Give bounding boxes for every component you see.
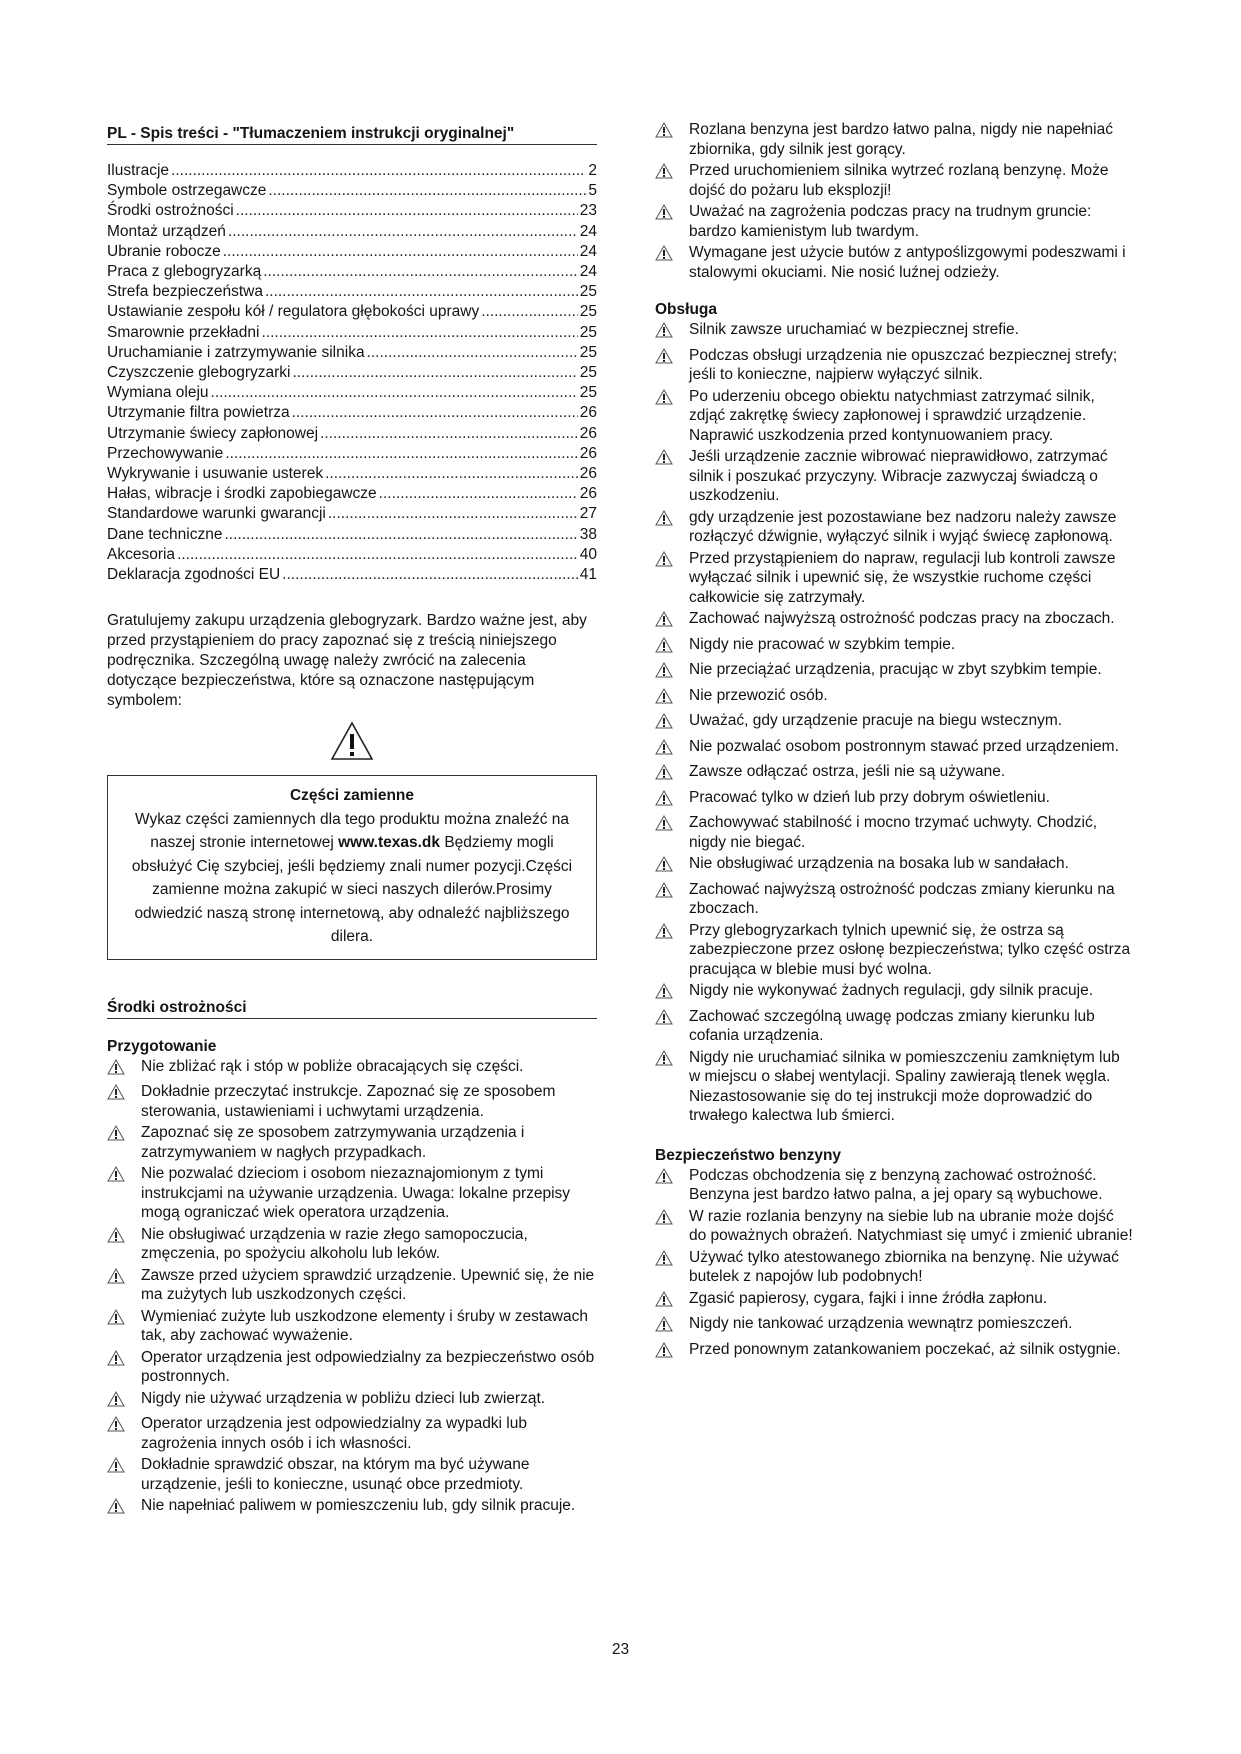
warning-icon: [655, 1048, 689, 1072]
safety-title: Środki ostrożności: [107, 998, 247, 1016]
operation-list: [655, 320, 1135, 1126]
warning-icon: [655, 1207, 689, 1231]
toc-entry-label: Montaż urządzeń: [107, 222, 226, 240]
toc-entry-label: Wykrywanie i usuwanie usterek: [107, 465, 324, 483]
safety-item: [655, 320, 1135, 344]
toc-entry-page: 26: [579, 444, 597, 462]
toc-entry-label: Hałas, wibracje i środki zapobiegawcze: [107, 485, 377, 503]
toc-entry[interactable]: [107, 302, 597, 322]
warning-icon: [655, 660, 689, 684]
toc-entry-page: 26: [579, 424, 597, 442]
toc-entry[interactable]: [107, 161, 597, 181]
toc-entry-page: 25: [579, 364, 597, 382]
toc-entry[interactable]: [107, 201, 597, 221]
fuel-safety-list: [655, 1166, 1135, 1364]
safety-item-text: Zawsze odłączać ostrza, jeśli nie są używane.: [689, 763, 1006, 780]
warning-icon: [655, 711, 689, 735]
safety-item-text: Pracować tylko w dzień lub przy dobrym oświetleniu.: [689, 788, 1050, 806]
toc-entry-label: Deklaracja zgodności EU: [107, 566, 281, 584]
warning-icon: [655, 609, 689, 633]
toc-entry-page: 38: [579, 525, 597, 543]
warning-icon: [655, 387, 689, 411]
toc-entry[interactable]: [107, 242, 597, 262]
safety-item: [107, 1057, 597, 1081]
warning-icon: [107, 1057, 141, 1081]
toc-entry[interactable]: [107, 464, 597, 484]
toc-entry[interactable]: [107, 444, 597, 464]
warning-icon: [107, 1266, 141, 1290]
warning-icon: [107, 1123, 141, 1147]
safety-item-text: Przy glebogryzarkach tylnich upewnić się, że ostrza są zabezpieczone przez osłonę bezpieczeństwa; tylko część ostrza pracująca w blebie musi być wolna.: [689, 921, 1131, 978]
toc-entry[interactable]: [107, 282, 597, 302]
toc-entry-label: Praca z glebogryzarką: [107, 263, 262, 281]
safety-item: [107, 1389, 597, 1413]
safety-item: [107, 1455, 597, 1494]
toc-entry-page: 25: [579, 283, 597, 301]
safety-item-text: Wymieniać zużyte lub uszkodzone elementy i śruby w zestawach tak, aby zachować wyważenie.: [141, 1307, 588, 1345]
toc-entry-label: Smarownie przekładni: [107, 323, 260, 341]
safety-item-text: Zapoznać się ze sposobem zatrzymywania urządzenia i zatrzymywaniem w nagłych przypadkach.: [141, 1124, 525, 1161]
toc-leader-dots: [171, 161, 586, 181]
safety-item-text: Nie przeciążać urządzenia, pracując w zbyt szybkim tempie.: [689, 661, 1102, 678]
warning-icon: [655, 346, 689, 370]
toc-entry[interactable]: [107, 363, 597, 383]
safety-item-text: Nie przewozić osób.: [689, 686, 828, 704]
safety-item: [655, 120, 1135, 159]
safety-item-text: Nie obsługiwać urządzenia na bosaka lub w sandałach.: [689, 855, 1069, 872]
warning-icon: [655, 1007, 689, 1031]
website-link[interactable]: www.texas.dk: [338, 834, 441, 852]
toc-entry-label: Dane techniczne: [107, 525, 223, 543]
safety-item: [107, 1123, 597, 1162]
safety-item-text: Nigdy nie uruchamiać silnika w pomieszczeniu zamkniętym lub w miejscu o słabej wentylacji. Spaliny zawierają tlenek węgla. Niezastosowanie się do tej instrukcji może doprowadzić do trwałego kalectwa lub śmierci.: [689, 1048, 1120, 1124]
safety-item-text: Przed uruchomieniem silnika wytrzeć rozlaną benzynę. Może dojść do pożaru lub eksplozji!: [689, 162, 1109, 199]
toc-entry-page: 25: [579, 323, 597, 341]
toc-entry-label: Utrzymanie filtra powietrza: [107, 404, 290, 422]
safety-item: [655, 346, 1135, 385]
toc-leader-dots: [320, 424, 578, 444]
safety-item-text: Nie napełniać paliwem w pomieszczeniu lub, gdy silnik pracuje.: [141, 1497, 576, 1515]
warning-triangle-icon: [330, 721, 374, 761]
toc-entry[interactable]: [107, 262, 597, 282]
safety-item: [107, 1496, 597, 1520]
safety-item-text: Używać tylko atestowanego zbiornika na benzynę. Nie używać butelek z napojów lub podobnych!: [689, 1248, 1119, 1285]
warning-icon: [655, 762, 689, 786]
warning-icon: [655, 120, 689, 144]
toc-title: PL - Spis treści - "Tłumaczeniem instrukcji oryginalnej": [107, 125, 515, 142]
toc-leader-dots: [211, 383, 578, 403]
toc-entry-page: 26: [579, 404, 597, 422]
toc-leader-dots: [265, 282, 578, 302]
warning-icon: [655, 788, 689, 812]
safety-item-text: W razie rozlania benzyny na siebie lub na ubranie może dojść do poważnych obrażeń. Natychmiast się umyć i zmienić ubranie!: [689, 1207, 1133, 1244]
safety-item: [655, 549, 1135, 608]
safety-item-text: Uważać, gdy urządzenie pracuje na biegu wstecznym.: [689, 712, 1063, 729]
safety-item: [655, 813, 1135, 852]
toc-entry-page: 24: [579, 263, 597, 281]
toc-entry-page: 25: [579, 384, 597, 402]
toc-entry-page: 40: [579, 545, 597, 563]
safety-item: [655, 1289, 1135, 1313]
toc-leader-dots: [228, 222, 578, 242]
safety-item-text: Rozlana benzyna jest bardzo łatwo palna, nigdy nie napełniać zbiornika, gdy silnik jest gorący.: [689, 121, 1113, 158]
toc-entry[interactable]: [107, 222, 597, 242]
fuel-safety-title: Bezpieczeństwo benzyny: [655, 1146, 842, 1164]
safety-item-text: Jeśli urządzenie zacznie wibrować nieprawidłowo, zatrzymać silnik i poszukać przyczyny. Wibracje zazwyczaj świadczą o uszkodzeniu.: [689, 448, 1108, 504]
warning-icon: [655, 880, 689, 904]
warning-icon: [655, 243, 689, 267]
safety-item: [107, 1307, 597, 1346]
toc-entry[interactable]: [107, 484, 597, 504]
warning-icon: [107, 1164, 141, 1188]
spare-parts-box: [107, 775, 597, 960]
toc-entry-label: Czyszczenie glebogryzarki: [107, 364, 291, 382]
safety-item: [655, 1048, 1135, 1126]
spare-parts-text-before: Wykaz części zamiennych dla tego produktu można znaleźć na naszej stronie internetowej: [134, 810, 570, 852]
toc-entry-page: 5: [588, 182, 597, 200]
warning-icon: [655, 737, 689, 761]
toc-leader-dots: [379, 484, 578, 504]
toc-leader-dots: [225, 444, 577, 464]
safety-item: [655, 1314, 1135, 1338]
safety-item: [655, 508, 1135, 547]
safety-item: [107, 1082, 597, 1121]
toc-entry-page: 25: [579, 343, 597, 361]
safety-item: [107, 1414, 597, 1453]
safety-item: [107, 1225, 597, 1264]
toc-entry[interactable]: [107, 323, 597, 343]
safety-item-text: Nie pozwalać dzieciom i osobom niezaznajomionym z tymi instrukcjami na używanie urządzenia. Uwaga: lokalne przepisy mogą ograniczać wiek operatora urządzenia.: [141, 1165, 571, 1222]
warning-icon: [655, 1166, 689, 1190]
title-divider: [107, 144, 597, 145]
safety-item-text: Nigdy nie tankować urządzenia wewnątrz pomieszczeń.: [689, 1315, 1073, 1332]
toc-leader-dots: [282, 565, 578, 585]
safety-divider: [107, 1018, 597, 1019]
safety-item-text: Dokładnie przeczytać instrukcje. Zapoznać się ze sposobem sterowania, ustawieniami i uchwytami urządzenia.: [141, 1083, 556, 1120]
warning-icon: [655, 921, 689, 945]
warning-icon: [655, 635, 689, 659]
warning-icon: [655, 161, 689, 185]
warning-icon: [107, 1389, 141, 1413]
safety-item: [655, 737, 1135, 761]
toc-leader-dots: [236, 201, 578, 221]
toc-entry-page: 41: [579, 566, 597, 584]
warning-icon: [107, 1348, 141, 1372]
toc-leader-dots: [224, 525, 577, 545]
toc-leader-dots: [223, 242, 578, 262]
safety-item: [655, 854, 1135, 878]
right-column: [655, 120, 1135, 1365]
safety-item-text: Silnik zawsze uruchamiać w bezpiecznej strefie.: [689, 321, 1019, 338]
warning-icon: [655, 1248, 689, 1272]
table-of-contents: [107, 161, 597, 585]
safety-item: [655, 880, 1135, 919]
warning-icon: [107, 1455, 141, 1479]
safety-item-text: Wymagane jest użycie butów z antypoślizgowymi podeszwami i stalowymi okuciami. Nie nosić luźnej odzieży.: [689, 244, 1126, 281]
warning-icon: [107, 1082, 141, 1106]
toc-entry-label: Standardowe warunki gwarancji: [107, 505, 326, 523]
warning-icon: [655, 686, 689, 710]
safety-item-text: Podczas obchodzenia się z benzyną zachować ostrożność. Benzyna jest bardzo łatwo palna, a jej opary są wybuchowe.: [689, 1166, 1103, 1203]
toc-entry[interactable]: [107, 565, 597, 585]
safety-item-text: Uważać na zagrożenia podczas pracy na trudnym gruncie: bardzo kamienistym lub twardym.: [689, 203, 1092, 240]
safety-item: [655, 1207, 1135, 1246]
safety-item-text: Nigdy nie pracować w szybkim tempie.: [689, 635, 956, 653]
safety-item: [655, 711, 1135, 735]
toc-entry-label: Utrzymanie świecy zapłonowej: [107, 424, 319, 442]
toc-entry-label: Ilustracje: [107, 162, 170, 179]
safety-item-text: Przed przystąpieniem do napraw, regulacji lub kontroli zawsze wyłączać silnik i upewnić się, że wszystkie ruchome części całkowicie się zatrzymały.: [689, 549, 1116, 606]
toc-entry[interactable]: [107, 383, 597, 403]
preparation-title: Przygotowanie: [107, 1037, 217, 1055]
safety-item-text: Dokładnie sprawdzić obszar, na którym ma być używane urządzenie, jeśli to konieczne, usunąć obce przedmioty.: [141, 1456, 530, 1493]
toc-entry[interactable]: [107, 424, 597, 444]
toc-entry-page: 26: [579, 485, 597, 503]
toc-entry-label: Akcesoria: [107, 545, 176, 563]
page-number: 23: [611, 1641, 630, 1658]
warning-icon: [655, 981, 689, 1005]
safety-item-text: Nigdy nie używać urządzenia w pobliżu dzieci lub zwierząt.: [141, 1389, 546, 1407]
safety-item-text: Zawsze przed użyciem sprawdzić urządzenie. Upewnić się, że nie ma zużytych lub uszkodzonych części.: [141, 1266, 595, 1304]
warning-icon: [655, 508, 689, 532]
safety-item: [655, 635, 1135, 659]
toc-entry[interactable]: [107, 504, 597, 524]
safety-item: [655, 447, 1135, 506]
warning-icon: [655, 447, 689, 471]
safety-item-text: Podczas obsługi urządzenia nie opuszczać bezpiecznej strefy; jeśli to konieczne, najpierw wyłączyć silnik.: [689, 346, 1118, 383]
warning-icon: [107, 1496, 141, 1520]
warning-icon: [655, 813, 689, 837]
left-column: [107, 120, 597, 1522]
toc-entry-label: Uruchamianie i zatrzymywanie silnika: [107, 343, 365, 361]
safety-item: [655, 243, 1135, 282]
safety-item-text: Zgasić papierosy, cygara, fajki i inne źródła zapłonu.: [689, 1289, 1048, 1307]
toc-entry[interactable]: [107, 545, 597, 565]
toc-entry[interactable]: [107, 403, 597, 423]
toc-leader-dots: [328, 504, 578, 524]
safety-item: [655, 1007, 1135, 1046]
safety-item: [655, 686, 1135, 710]
safety-item-text: Zachować najwyższą ostrożność podczas pracy na zboczach.: [689, 610, 1115, 627]
toc-entry-page: 23: [579, 202, 597, 220]
safety-item: [655, 609, 1135, 633]
warning-icon: [107, 1225, 141, 1249]
toc-entry-label: Ubranie robocze: [107, 242, 221, 260]
toc-leader-dots: [177, 545, 578, 565]
toc-entry[interactable]: [107, 525, 597, 545]
safety-item: [107, 1164, 597, 1223]
toc-entry-page: 24: [579, 222, 597, 240]
toc-entry-page: 25: [579, 303, 597, 321]
preparation-list: [107, 1057, 597, 1520]
safety-item: [107, 1266, 597, 1305]
safety-item-text: gdy urządzenie jest pozostawiane bez nadzoru należy zawsze rozłączyć dźwignie, wyłączyć silnik i wyjąć świecę zapłonową.: [689, 508, 1117, 545]
safety-item-text: Nie pozwalać osobom postronnym stawać przed urządzeniem.: [689, 737, 1119, 755]
safety-item: [655, 1248, 1135, 1287]
toc-entry-page: 24: [579, 242, 597, 260]
warning-icon: [655, 1314, 689, 1338]
safety-item: [655, 1166, 1135, 1205]
warning-icon: [655, 549, 689, 573]
spare-parts-text: [120, 808, 584, 949]
toc-entry-label: Wymiana oleju: [107, 384, 209, 402]
toc-leader-dots: [292, 403, 578, 423]
warning-icon: [655, 1340, 689, 1364]
toc-entry-label: Strefa bezpieczeństwa: [107, 283, 263, 301]
safety-item-text: Nigdy nie wykonywać żadnych regulacji, gdy silnik pracuje.: [689, 982, 1094, 999]
toc-leader-dots: [367, 343, 578, 363]
toc-leader-dots: [268, 181, 586, 201]
fuel-handling-list: [655, 120, 1135, 282]
warning-icon: [107, 1414, 141, 1438]
safety-item-text: Zachowywać stabilność i mocno trzymać uchwyty. Chodzić, nigdy nie biegać.: [689, 814, 1098, 851]
warning-icon: [655, 202, 689, 226]
spare-parts-text-after: Będziemy mogli obsłużyć Cię szybciej, jeśli będziemy znali numer pozycji.Części zamienne można zakupić w sieci naszych dilerów.Prosimy odwiedzić naszą stronę internetową, aby odnaleźć najbliższego dilera.: [131, 834, 573, 946]
toc-leader-dots: [262, 323, 578, 343]
toc-entry-label: Środki ostrożności: [107, 202, 234, 220]
safety-item: [655, 161, 1135, 200]
safety-item-text: Po uderzeniu obcego obiektu natychmiast zatrzymać silnik, zdjąć zakrętkę świecy zapłonowej i sprawdzić urządzenie. Naprawić uszkodzenia przed kontynuowaniem pracy.: [689, 387, 1095, 444]
warning-icon: [655, 1289, 689, 1313]
safety-item-text: Nie zbliżać rąk i stóp w pobliże obracających się części.: [141, 1057, 524, 1075]
safety-item: [655, 660, 1135, 684]
toc-entry-label: Symbole ostrzegawcze: [107, 182, 267, 200]
toc-entry-page: 27: [579, 505, 597, 523]
operation-title: Obsługa: [655, 301, 718, 318]
warning-icon: [655, 320, 689, 344]
safety-item: [655, 921, 1135, 980]
spare-parts-title: Części zamienne: [289, 787, 415, 805]
toc-leader-dots: [325, 464, 578, 484]
toc-entry-page: 26: [579, 465, 597, 483]
toc-entry-page: 2: [588, 162, 597, 179]
warning-icon: [107, 1307, 141, 1331]
safety-item-text: Nie obsługiwać urządzenia w razie złego samopoczucia, zmęczenia, po spożyciu alkoholu lub leków.: [141, 1225, 528, 1263]
safety-item-text: Przed ponownym zatankowaniem poczekać, aż silnik ostygnie.: [689, 1340, 1121, 1358]
safety-item: [655, 788, 1135, 812]
toc-leader-dots: [263, 262, 578, 282]
warning-icon: [655, 854, 689, 878]
safety-item: [655, 1340, 1135, 1364]
toc-entry[interactable]: [107, 181, 597, 201]
safety-item: [655, 387, 1135, 446]
safety-item: [655, 981, 1135, 1005]
safety-item-text: Operator urządzenia jest odpowiedzialny za bezpieczeństwo osób postronnych.: [141, 1348, 595, 1386]
safety-item-text: Zachować szczególną uwagę podczas zmiany kierunku lub cofania urządzenia.: [689, 1007, 1095, 1044]
toc-leader-dots: [293, 363, 578, 383]
warning-symbol: [107, 721, 597, 761]
safety-item: [655, 762, 1135, 786]
safety-item: [107, 1348, 597, 1387]
safety-item: [655, 202, 1135, 241]
safety-item-text: Operator urządzenia jest odpowiedzialny za wypadki lub zagrożenia innych osób i ich własności.: [141, 1415, 527, 1452]
safety-item-text: Zachować najwyższą ostrożność podczas zmiany kierunku na zboczach.: [689, 880, 1115, 917]
toc-entry[interactable]: [107, 343, 597, 363]
toc-leader-dots: [481, 302, 578, 322]
intro-paragraph: Gratulujemy zakupu urządzenia glebogryzark. Bardzo ważne jest, aby przed przystąpieniem do pracy zapoznać się z treścią niniejszego podręcznika. Szczególną uwagę należy zwrócić na zalecenia dotyczące bezpieczeństwa, które są oznaczone następującym symbolem:: [107, 612, 587, 710]
toc-entry-label: Przechowywanie: [107, 444, 224, 462]
toc-entry-label: Ustawianie zespołu kół / regulatora głębokości uprawy: [107, 303, 480, 321]
